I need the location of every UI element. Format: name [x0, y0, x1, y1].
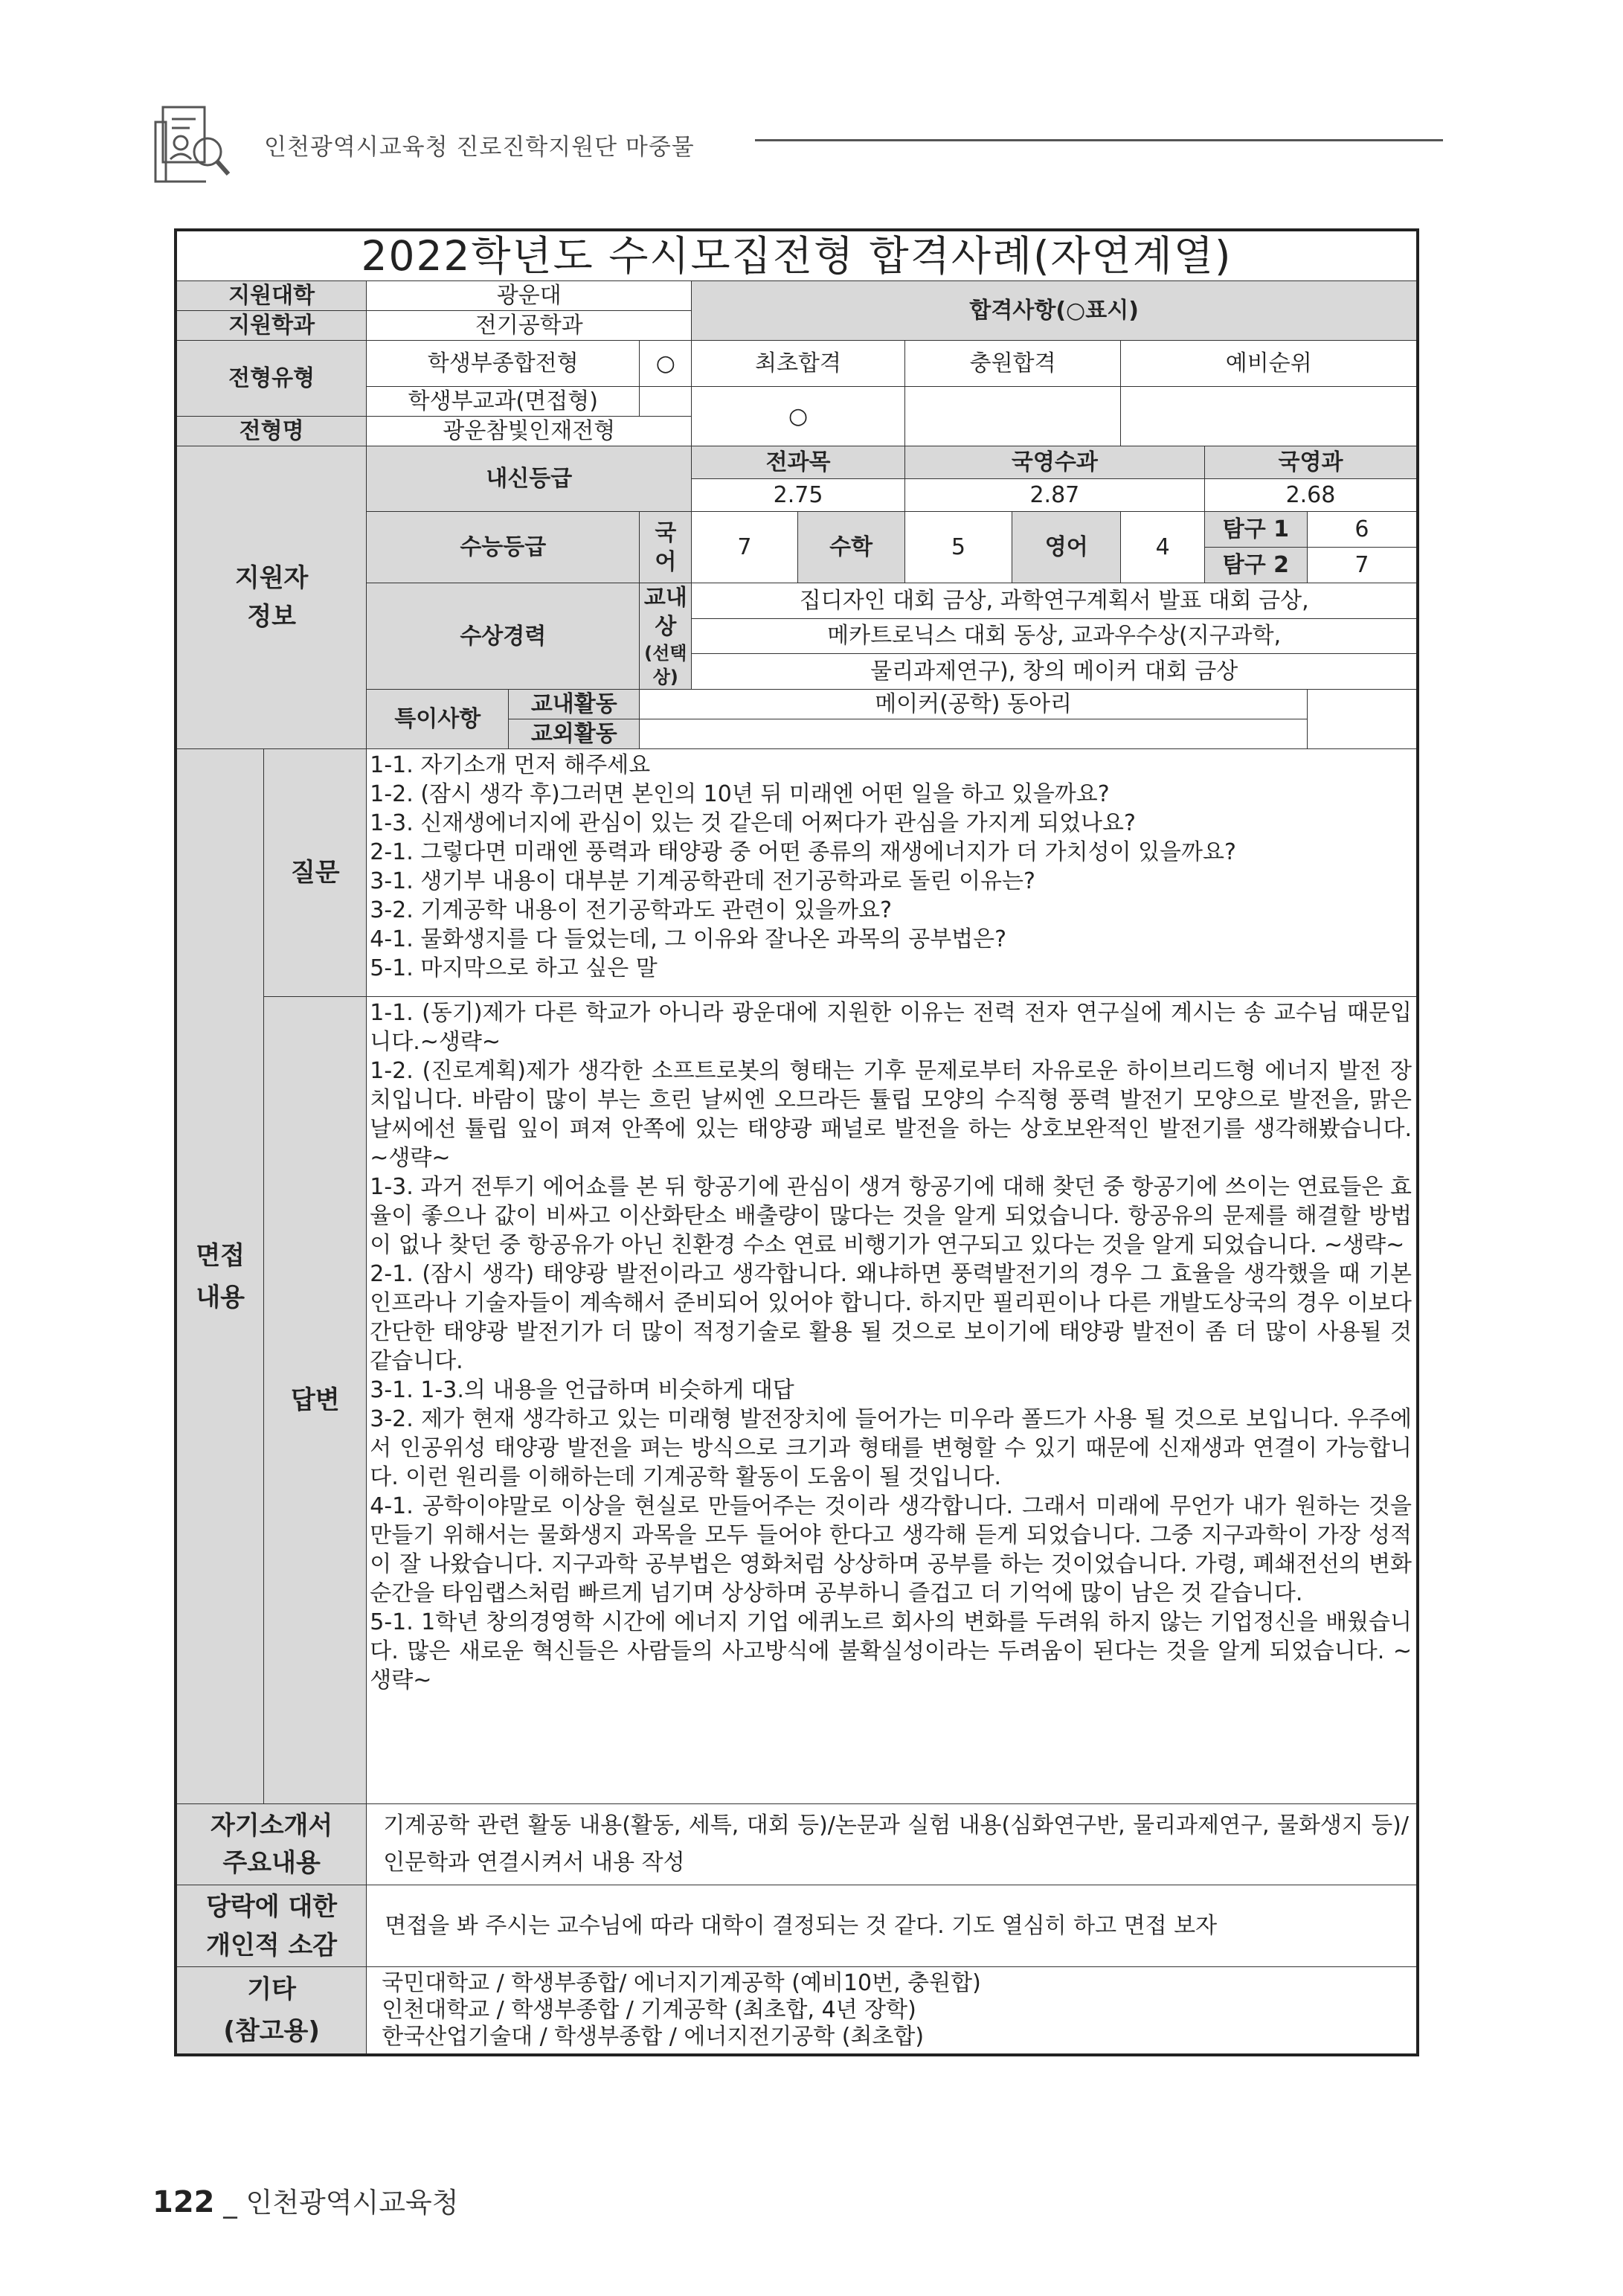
list-item: 5-1. 마지막으로 하고 싶은 말: [370, 955, 658, 981]
special-out-value: [640, 719, 1308, 749]
gpa-col-all: 전과목: [692, 446, 904, 479]
essay-text: 기계공학 관련 활동 내용(활동, 세특, 대회 등)/논문과 실험 내용(심화연구반, 물리과제연구, 물화생지 등)/인문학과 연결시켜서 내용 작성: [367, 1804, 1418, 1885]
result-header: 합격사항(○표시): [692, 281, 1418, 341]
list-item: 3-1. 1-3.의 내용을 언급하며 비슷하게 대답: [370, 1377, 794, 1403]
question-list: [367, 749, 1418, 997]
result-mark-reserve: [1121, 387, 1418, 446]
page-title: 2022학년도 수시모집전형 합격사례(자연계열): [176, 230, 1418, 281]
list-item: 2-1. (잠시 생각) 태양광 발전이라고 생각합니다. 왜냐하면 풍력발전기의 경우 그 효율을 생각했을 때 기본 인프라나 기술자들이 계속해서 준비되어 있어야 합니다. 하지만 필리핀이나 다른 개발도상국의 경우 이보다 간단한 태양광 발전기가 더 많이 적정기술로 활용 될 것으로 보이기에 태양광 발전이 좀 더 많이 사용될 것 같습니다.: [370, 1261, 1412, 1374]
type-label: 전형유형: [176, 341, 367, 417]
result-col-reserve: 예비순위: [1121, 341, 1418, 387]
question-label: 질문: [264, 749, 367, 997]
list-item: 1-3. 신재생에너지에 관심이 있는 것 같은데 어쩌다가 관심을 가지게 되었나요?: [370, 810, 1136, 836]
opinion-text: 면접을 봐 주시는 교수님에 따라 대학이 결정되는 것 같다. 기도 열심히 하고 면접 보자: [367, 1885, 1418, 1967]
list-item: 3-1. 생기부 내용이 대부분 기계공학관데 전기공학과로 돌린 이유는?: [370, 868, 1035, 894]
univ-value: 광운대: [367, 281, 692, 311]
csat-kor-value: 7: [692, 512, 797, 583]
list-item: 인천대학교 / 학생부종합 / 기계공학 (최초합, 4년 장학): [382, 1996, 916, 2023]
gpa-col-kesm: 국영수과: [904, 446, 1204, 479]
awards-line-2: 메카트로닉스 대회 동상, 교과우수상(지구과학,: [692, 618, 1418, 654]
awards-line-1: 집디자인 대회 금상, 과학연구계획서 발표 대회 금상,: [692, 583, 1418, 619]
csat-kor-label: 국어: [640, 512, 692, 583]
etc-list: [367, 1967, 1418, 2055]
list-item: 5-1. 1학년 창의경영학 시간에 에너지 기업 에퀴노르 회사의 변화를 두려워 하지 않는 기업정신을 배웠습니다. 많은 새로운 혁신들은 사람들의 사고방식에 불확실성이라는 두려움이 된다는 것을 알게 되었습니다. ~생략~: [370, 1609, 1412, 1693]
csat-math-value: 5: [904, 512, 1012, 583]
gpa-value-kes: 2.68: [1204, 479, 1418, 512]
gpa-label: 내신등급: [367, 446, 692, 512]
header-rule: [755, 139, 1443, 141]
track-name-value: 광운참빛인재전형: [367, 417, 692, 446]
dept-value: 전기공학과: [367, 311, 692, 341]
gpa-value-kesm: 2.87: [904, 479, 1204, 512]
admission-case-table: [174, 228, 1419, 2056]
list-item: 1-1. (동기)제가 다른 학교가 아니라 광운대에 지원한 이유는 전력 전자 연구실에 계시는 송 교수님 때문입니다.~생략~: [370, 1000, 1412, 1055]
awards-line-3: 물리과제연구), 창의 메이커 대회 금상: [692, 654, 1418, 690]
list-item: 3-2. 제가 현재 생각하고 있는 미래형 발전장치에 들어가는 미우라 폴드가 사용 될 것으로 보입니다. 우주에서 인공위성 태양광 발전을 펴는 방식으로 크기과 형태를 변형할 수 있기 때문에 신재생과 연결이 가능합니다. 이런 원리를 이해하는데 기계공학 활동이 도움이 될 것입니다.: [370, 1406, 1412, 1490]
special-out-label: 교외활동: [509, 719, 640, 749]
csat-eng-label: 영어: [1012, 512, 1121, 583]
csat-exp1-value: 6: [1307, 512, 1418, 548]
list-item: 4-1. 공학이야말로 이상을 현실로 만들어주는 것이라 생각합니다. 그래서 미래에 무언가 내가 원하는 것을 만들기 위해서는 물화생지 과목을 모두 들어야 한다고 생각해 듣게 되었습니다. 그중 지구과학이 가장 성적이 잘 나왔습니다. 지구과학 공부법은 영화처럼 상상하며 공부를 하는 것이었습니다. 가령, 폐쇄전선의 변화 순간을 타임랩스처럼 빠르게 넘기며 상상하며 공부하니 즐겁고 더 기억에 많이 남은 것 같습니다.: [370, 1493, 1412, 1606]
list-item: 1-3. 과거 전투기 에어쇼를 본 뒤 항공기에 관심이 생겨 항공기에 대해 찾던 중 항공기에 쓰이는 연료들은 효율이 좋으나 값이 비싸고 이산화탄소 배출량이 많다는 것을 알게 되었습니다. 항공유의 문제를 해결할 방법이 없나 찾던 중 항공유가 아닌 친환경 수소 연료 비행기가 연구되고 있다는 것을 알게 되었습니다. ~생략~: [370, 1174, 1412, 1258]
page-number: 122: [152, 2185, 215, 2219]
list-item: 1-2. (진로계획)제가 생각한 소프트로봇의 형태는 기후 문제로부터 자유로운 하이브리드형 에너지 발전 장치입니다. 바람이 많이 부는 흐린 날씨엔 오므라든 튤립 모양의 수직형 풍력 발전기 모양으로 발전을, 맑은 날씨에선 튤립 잎이 펴져 안쪽에 있는 태양광 패널로 발전을 하는 상호보완적인 발전기를 생각해봤습니다. ~생략~: [370, 1058, 1412, 1171]
list-item: 국민대학교 / 학생부종합/ 에너지기계공학 (예비10번, 충원합): [382, 1969, 981, 1996]
list-item: 한국산업기술대 / 학생부종합 / 에너지전기공학 (최초합): [382, 2023, 925, 2050]
etc-label: 기타 (참고용): [176, 1967, 367, 2055]
list-item: 1-2. (잠시 생각 후)그러면 본인의 10년 뒤 미래엔 어떤 일을 하고 있을까요?: [370, 781, 1110, 807]
footer-text: 인천광역시교육청: [245, 2187, 459, 2219]
gpa-col-kes: 국영과: [1204, 446, 1418, 479]
type2-mark: [640, 387, 692, 417]
header-title: 인천광역시교육청 진로진학지원단 마중물: [264, 134, 695, 161]
document-search-icon: [152, 104, 233, 185]
univ-label: 지원대학: [176, 281, 367, 311]
csat-math-label: 수학: [797, 512, 904, 583]
result-mark-waitlist: [904, 387, 1121, 446]
list-item: 3-2. 기계공학 내용이 전기공학과도 관련이 있을까요?: [370, 897, 892, 923]
type2-value: 학생부교과(면접형): [367, 387, 640, 417]
awards-sub-label: 교내상 (선택상): [640, 583, 692, 690]
gpa-value-all: 2.75: [692, 479, 904, 512]
dept-label: 지원학과: [176, 311, 367, 341]
footer-sep: _: [214, 2187, 246, 2219]
type1-mark: ○: [640, 341, 692, 387]
csat-label: 수능등급: [367, 512, 640, 583]
page-footer: [152, 2180, 458, 2220]
result-col-first: 최초합격: [692, 341, 904, 387]
list-item: 4-1. 물화생지를 다 들었는데, 그 이유와 잘나온 과목의 공부법은?: [370, 926, 1007, 952]
opinion-label: 당락에 대한 개인적 소감: [176, 1885, 367, 1967]
csat-eng-value: 4: [1121, 512, 1204, 583]
answer-list: [367, 997, 1418, 1804]
essay-label: 자기소개서 주요내용: [176, 1804, 367, 1885]
special-in-value: 메이커(공학) 동아리: [640, 690, 1308, 719]
type1-value: 학생부종합전형: [367, 341, 640, 387]
awards-label: 수상경력: [367, 583, 640, 690]
special-in-label: 교내활동: [509, 690, 640, 719]
answer-label: 답변: [264, 997, 367, 1804]
interview-label: 면접 내용: [176, 749, 264, 1804]
result-col-waitlist: 충원합격: [904, 341, 1121, 387]
csat-exp2-label: 탐구 2: [1204, 548, 1307, 583]
track-name-label: 전형명: [176, 417, 367, 446]
csat-exp1-label: 탐구 1: [1204, 512, 1307, 548]
special-label: 특이사항: [367, 690, 509, 749]
list-item: 2-1. 그렇다면 미래엔 풍력과 태양광 중 어떤 종류의 재생에너지가 더 가치성이 있을까요?: [370, 839, 1236, 865]
result-mark-first: ○: [692, 387, 904, 446]
csat-exp2-value: 7: [1307, 548, 1418, 583]
applicant-label: 지원자 정보: [176, 446, 367, 749]
list-item: 1-1. 자기소개 먼저 해주세요: [370, 752, 651, 778]
